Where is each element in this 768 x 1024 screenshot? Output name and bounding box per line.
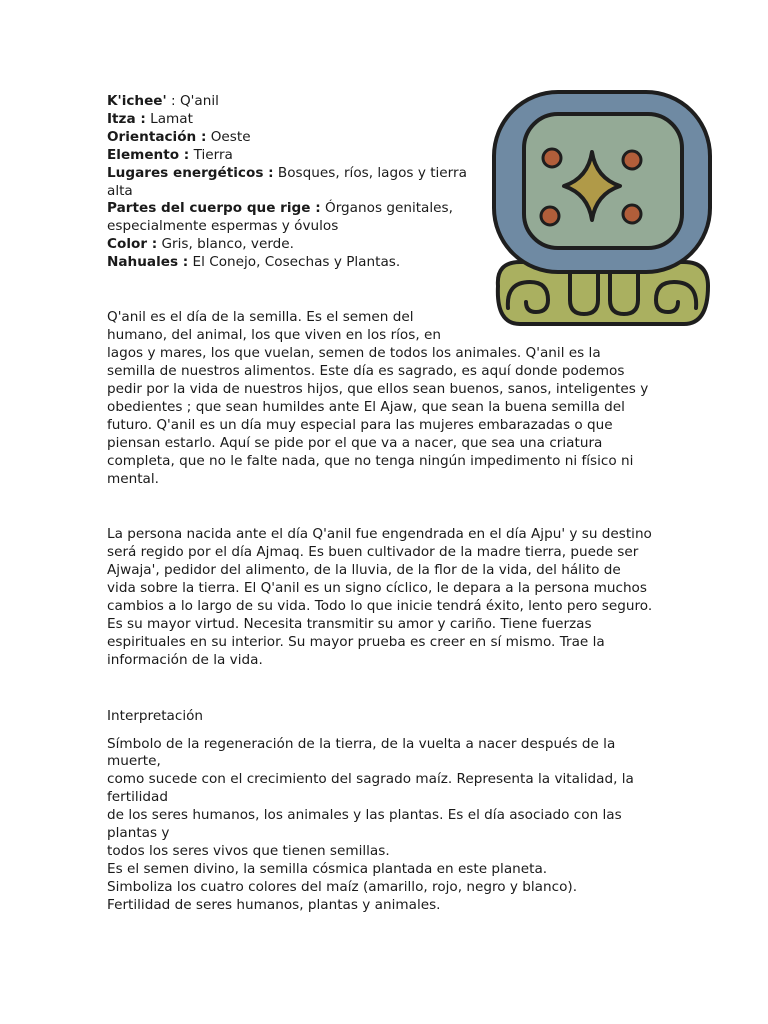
field-partes-cont: especialmente espermas y óvulos — [107, 218, 339, 234]
paragraph-line: información de la vida. — [107, 652, 263, 668]
paragraph-line: como sucede con el crecimiento del sagrado maíz. Representa la vitalidad, la — [107, 771, 634, 787]
paragraph-line: todos los seres vivos que tienen semillas. — [107, 843, 390, 859]
paragraph-line: Ajwaja', pedidor del alimento, de la lluvia, de la flor de la vida, del hálito de — [107, 562, 621, 578]
paragraph-line: lagos y mares, los que vuelan, semen de todos los animales. Q'anil es la — [107, 345, 601, 361]
field-value: Lamat — [150, 111, 193, 127]
field-partes — [107, 199, 453, 217]
paragraph-line: Es el semen divino, la semilla cósmica plantada en este planeta. — [107, 861, 548, 877]
paragraph-line: completa, que no le falte nada, que no tenga ningún impedimento ni físico ni — [107, 453, 634, 469]
field-nahuales — [107, 253, 400, 271]
paragraph-line: de los seres humanos, los animales y las plantas. Es el día asociado con las — [107, 807, 622, 823]
paragraph-line: mental. — [107, 471, 159, 487]
field-label: Itza : — [107, 111, 146, 127]
field-value: Órganos genitales, — [325, 200, 453, 216]
interpretation-heading: Interpretación — [107, 708, 204, 724]
qanil-glyph-icon — [486, 86, 718, 332]
field-label: Orientación : — [107, 129, 207, 145]
field-value: Bosques, ríos, lagos y tierra — [277, 165, 467, 181]
field-label: K'ichee' — [107, 93, 167, 109]
paragraph-line: cambios a lo largo de su vida. Todo lo que inicie tendrá éxito, lento pero seguro. — [107, 598, 653, 614]
separator: : — [166, 93, 180, 109]
field-label: Partes del cuerpo que rige : — [107, 200, 321, 216]
paragraph-line: muerte, — [107, 753, 161, 769]
paragraph-line: Símbolo de la regeneración de la tierra, de la vuelta a nacer después de la — [107, 736, 616, 752]
field-color — [107, 235, 294, 253]
paragraph-line: futuro. Q'anil es un día muy especial para las mujeres embarazadas o que — [107, 417, 613, 433]
field-itza — [107, 110, 193, 128]
paragraph-line: semilla de nuestros alimentos. Este día es sagrado, es aquí donde podemos — [107, 363, 625, 379]
paragraph-line: Fertilidad de seres humanos, plantas y animales. — [107, 897, 441, 913]
field-value: Q'anil — [179, 93, 219, 109]
field-value: Tierra — [193, 147, 233, 163]
paragraph-line: La persona nacida ante el día Q'anil fue engendrada en el día Ajpu' y su destino — [107, 526, 652, 542]
paragraph-line: será regido por el día Ajmaq. Es buen cultivador de la madre tierra, puede ser — [107, 544, 639, 560]
field-kichee — [107, 92, 219, 110]
field-label: Elemento : — [107, 147, 190, 163]
paragraph-line: piensan estarlo. Aquí se pide por el que va a nacer, que sea una criatura — [107, 435, 603, 451]
field-elemento — [107, 146, 233, 164]
field-label: Nahuales : — [107, 254, 189, 270]
field-value: Oeste — [210, 129, 251, 145]
paragraph-line: Simboliza los cuatro colores del maíz (amarillo, rojo, negro y blanco). — [107, 879, 578, 895]
paragraph-line: Q'anil es el día de la semilla. Es el semen del — [107, 309, 414, 325]
paragraph-line: espirituales en su interior. Su mayor prueba es creer en sí mismo. Trae la — [107, 634, 605, 650]
field-label: Color : — [107, 236, 158, 252]
field-value: El Conejo, Cosechas y Plantas. — [192, 254, 401, 270]
paragraph-line: vida sobre la tierra. El Q'anil es un signo cíclico, le depara a la persona muchos — [107, 580, 647, 596]
field-lugares-cont: alta — [107, 183, 133, 199]
field-value: Gris, blanco, verde. — [161, 236, 294, 252]
paragraph-line: plantas y — [107, 825, 170, 841]
field-label: Lugares energéticos : — [107, 165, 274, 181]
field-orientacion — [107, 128, 251, 146]
paragraph-line: obedientes ; que sean humildes ante El Ajaw, que sean la buena semilla del — [107, 399, 625, 415]
paragraph-line: humano, del animal, los que viven en los ríos, en — [107, 327, 441, 343]
paragraph-line: Es su mayor virtud. Necesita transmitir su amor y cariño. Tiene fuerzas — [107, 616, 592, 632]
field-lugares — [107, 164, 467, 182]
paragraph-line: fertilidad — [107, 789, 168, 805]
paragraph-line: pedir por la vida de nuestros hijos, que ellos sean buenos, sanos, inteligentes y — [107, 381, 649, 397]
